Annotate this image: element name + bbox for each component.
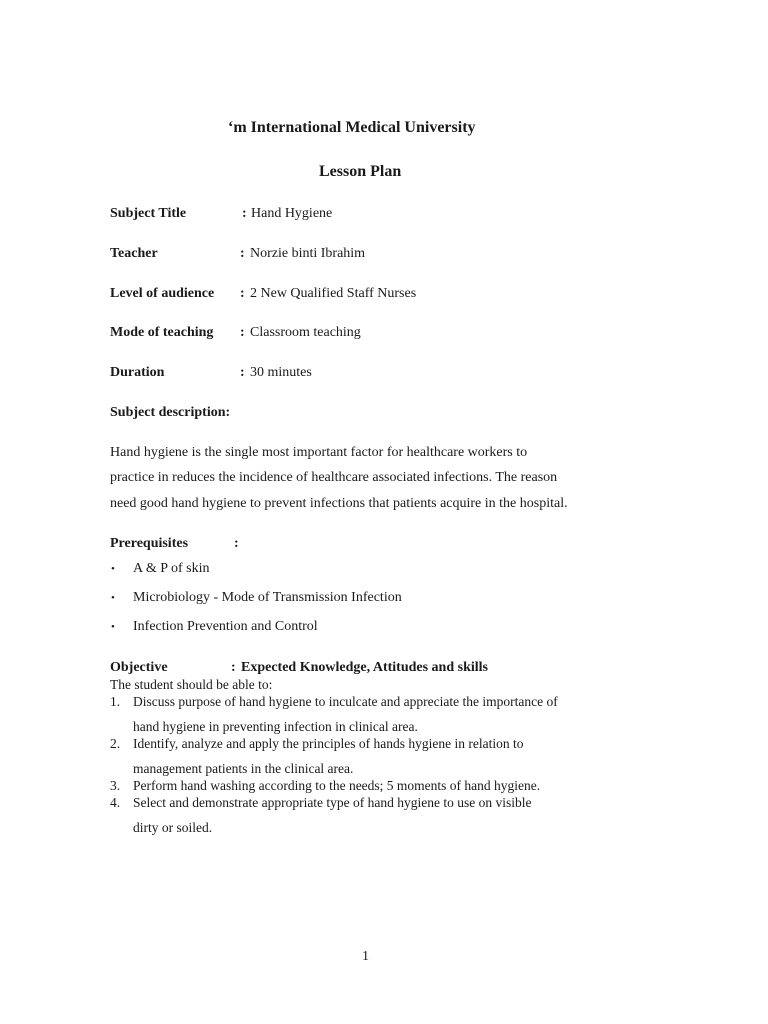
field-separator: :: [242, 206, 247, 221]
field-value: Norzie binti Ibrahim: [250, 246, 366, 261]
bullet-icon: •: [111, 563, 115, 575]
field-label: Subject Title: [110, 206, 187, 221]
field-value: 2 New Qualified Staff Nurses: [250, 286, 417, 301]
prerequisites-separator: :: [234, 536, 239, 551]
bullet-icon: •: [111, 592, 115, 604]
objective-line: management patients in the clinical area.: [133, 761, 354, 776]
objective-separator: :: [231, 660, 236, 675]
objective-heading: Objective: [110, 660, 168, 675]
field-separator: :: [240, 325, 245, 340]
field-separator: :: [240, 365, 245, 380]
objective-number: 4.: [110, 795, 121, 810]
objective-number: 3.: [110, 778, 121, 793]
objective-line: hand hygiene in preventing infection in clinical area.: [133, 719, 418, 734]
objective-number: 1.: [110, 694, 121, 709]
field-label: Teacher: [110, 246, 158, 261]
objective-number: 2.: [110, 736, 121, 751]
objective-line: Perform hand washing according to the needs; 5 moments of hand hygiene.: [133, 778, 541, 793]
document-title: Lesson Plan: [319, 163, 402, 180]
university-name: ‘m International Medical University: [228, 119, 476, 136]
page-number: 1: [362, 949, 369, 964]
objective-line: Select and demonstrate appropriate type of hand hygiene to use on visible: [133, 795, 532, 810]
list-item: Infection Prevention and Control: [133, 619, 318, 634]
field-value: Classroom teaching: [250, 325, 361, 340]
objective-intro: The student should be able to:: [110, 677, 273, 692]
objective-heading-value: Expected Knowledge, Attitudes and skills: [241, 660, 488, 675]
objective-line: Identify, analyze and apply the principles of hands hygiene in relation to: [133, 736, 524, 751]
field-label: Duration: [110, 365, 165, 380]
field-value: 30 minutes: [250, 365, 312, 380]
field-label: Level of audience: [110, 286, 215, 301]
objective-line: Discuss purpose of hand hygiene to inculcate and appreciate the importance of: [133, 694, 558, 709]
list-item: A & P of skin: [133, 561, 210, 576]
objective-line: dirty or soiled.: [133, 820, 213, 835]
list-item: Microbiology - Mode of Transmission Infection: [133, 590, 402, 605]
prerequisites-heading: Prerequisites: [110, 536, 189, 551]
field-separator: :: [240, 286, 245, 301]
field-label: Mode of teaching: [110, 325, 214, 340]
subject-description-heading: Subject description:: [110, 405, 231, 420]
description-line: need good hand hygiene to prevent infections that patients acquire in the hospital.: [110, 496, 568, 511]
description-line: Hand hygiene is the single most important factor for healthcare workers to: [110, 445, 528, 460]
field-value: Hand Hygiene: [251, 206, 333, 221]
bullet-icon: •: [111, 621, 115, 633]
description-line: practice in reduces the incidence of healthcare associated infections. The reason: [110, 470, 558, 485]
field-separator: :: [240, 246, 245, 261]
